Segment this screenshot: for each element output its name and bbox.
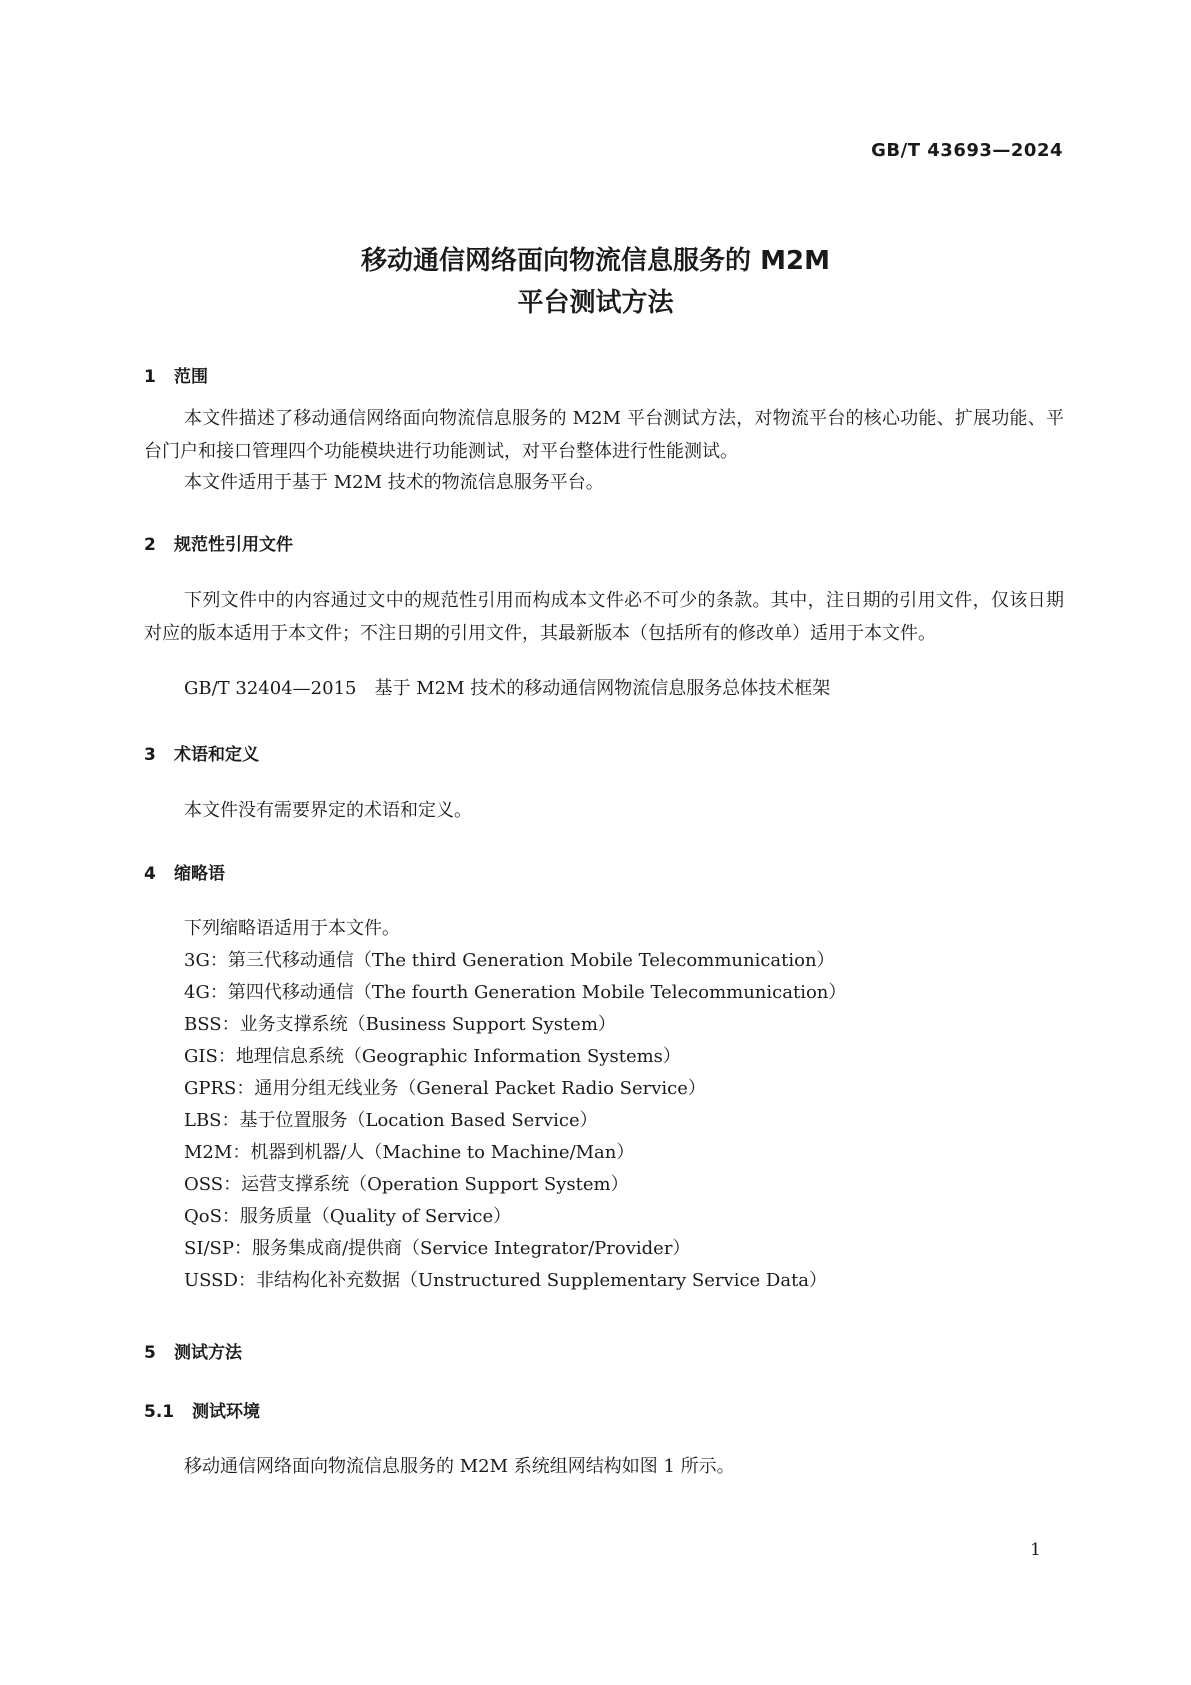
abbreviation-item: BSS：业务支撑系统（Business Support System） <box>184 1014 616 1035</box>
section-1-paragraph-1: 本文件描述了移动通信网络面向物流信息服务的 M2M 平台测试方法，对物流平台的核心功能、扩展功能、平台门户和接口管理四个功能模块进行功能测试，对平台整体进行性能测试。 <box>144 408 1064 462</box>
section-5-1-heading <box>144 1397 260 1422</box>
section-4-heading <box>144 859 225 884</box>
section-2-heading <box>144 530 293 555</box>
section-title: 术语和定义 <box>174 745 259 765</box>
abbreviation-item: 3G：第三代移动通信（The third Generation Mobile Telecommunication） <box>184 950 835 971</box>
abbreviation-item: SI/SP：服务集成商/提供商（Service Integrator/Provider） <box>184 1238 691 1259</box>
abbreviation-item: QoS：服务质量（Quality of Service） <box>184 1206 512 1227</box>
section-title: 测试环境 <box>192 1402 260 1422</box>
section-title: 范围 <box>174 367 208 387</box>
section-5-heading <box>144 1338 242 1363</box>
abbreviation-item: LBS：基于位置服务（Location Based Service） <box>184 1110 598 1131</box>
standard-code: GB/T 43693—2024 <box>871 140 1063 161</box>
section-title: 规范性引用文件 <box>174 535 293 555</box>
section-2-paragraph-1: 下列文件中的内容通过文中的规范性引用而构成本文件必不可少的条款。其中，注日期的引用文件，仅该日期对应的版本适用于本文件；不注日期的引用文件，其最新版本（包括所有的修改单）适用于本文件。 <box>144 590 1064 644</box>
section-1-paragraph-2: 本文件适用于基于 M2M 技术的物流信息服务平台。 <box>184 472 604 493</box>
section-5-1-paragraph-1: 移动通信网络面向物流信息服务的 M2M 系统组网结构如图 1 所示。 <box>184 1456 735 1477</box>
document-title <box>0 240 1191 324</box>
abbreviation-item: USSD：非结构化补充数据（Unstructured Supplementary Service Data） <box>184 1270 828 1291</box>
normative-reference: GB/T 32404—2015 基于 M2M 技术的移动通信网物流信息服务总体技术框架 <box>184 678 831 699</box>
section-number: 1 <box>144 367 156 387</box>
abbreviation-item: 4G：第四代移动通信（The fourth Generation Mobile Telecommunication） <box>184 982 847 1003</box>
title-line-2: 平台测试方法 <box>517 288 674 318</box>
abbreviation-item: M2M：机器到机器/人（Machine to Machine/Man） <box>184 1142 635 1163</box>
section-3-paragraph-1: 本文件没有需要界定的术语和定义。 <box>184 800 472 821</box>
section-3-heading <box>144 740 259 765</box>
section-number: 4 <box>144 864 156 884</box>
section-number: 3 <box>144 745 156 765</box>
title-line-1: 移动通信网络面向物流信息服务的 M2M <box>361 246 830 276</box>
page-number: 1 <box>1030 1540 1041 1560</box>
abbreviation-item: GIS：地理信息系统（Geographic Information Systems） <box>184 1046 681 1067</box>
section-number: 5.1 <box>144 1402 175 1422</box>
abbreviation-item: OSS：运营支撑系统（Operation Support System） <box>184 1174 629 1195</box>
section-number: 2 <box>144 535 156 555</box>
section-title: 测试方法 <box>174 1343 242 1363</box>
abbreviation-intro: 下列缩略语适用于本文件。 <box>184 918 400 939</box>
section-number: 5 <box>144 1343 156 1363</box>
section-title: 缩略语 <box>174 864 225 884</box>
abbreviation-item: GPRS：通用分组无线业务（General Packet Radio Service） <box>184 1078 706 1099</box>
section-1-heading <box>144 362 208 387</box>
